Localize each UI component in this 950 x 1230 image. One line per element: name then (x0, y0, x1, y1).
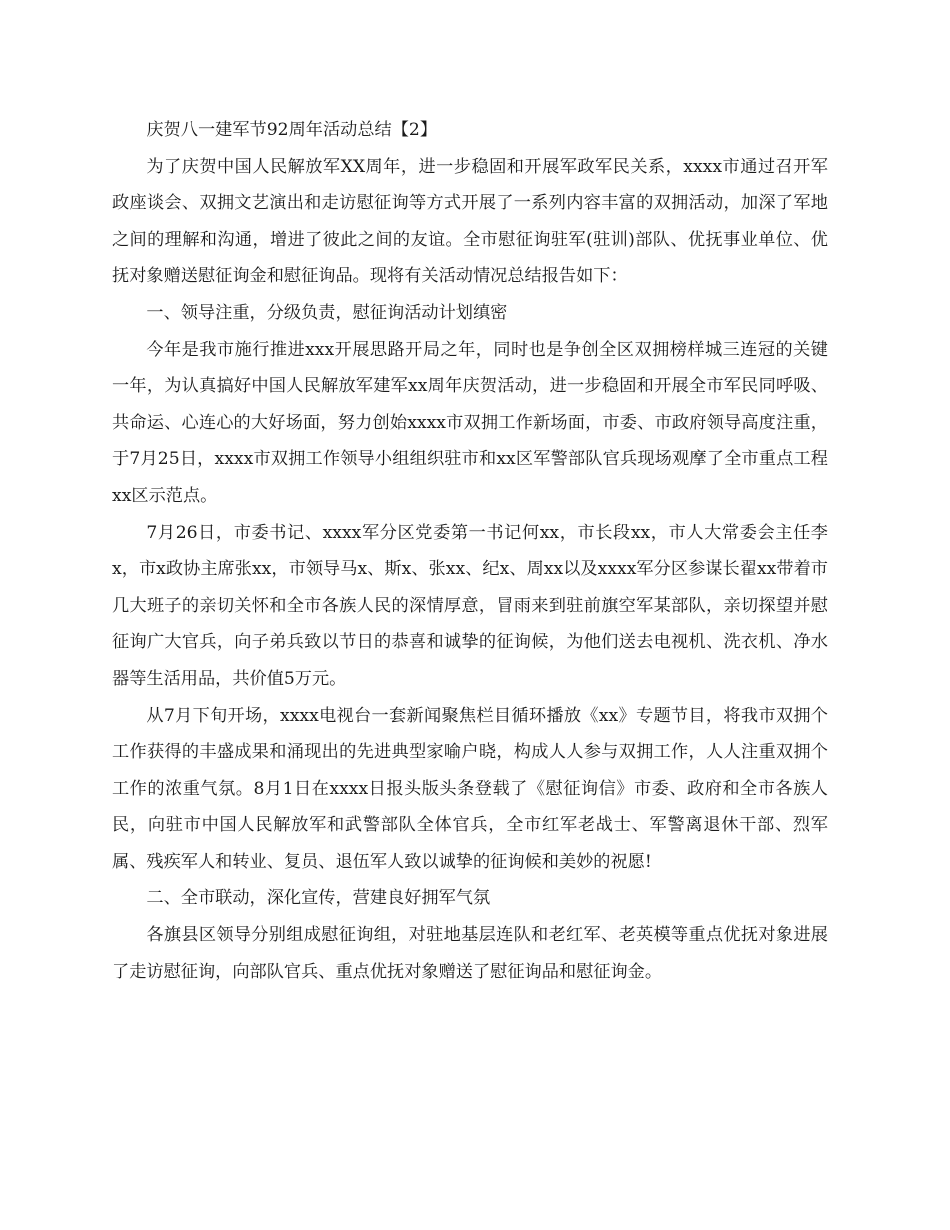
paragraph-july-26: 7月26日，市委书记、xxxx军分区党委第一书记何xx，市长段xx，市人大常委会主任李x，市x政协主席张xx，市领导马x、斯x、张xx、纪x、周xx以及xxxx军分区参谋长翟xx带着市几大班子的亲切关怀和全市各族人民的深情厚意，冒雨来到驻前旗空军某部队，亲切探望并慰征询广大官兵，向子弟兵致以节日的恭喜和诚挚的征询候，为他们送去电视机、洗衣机、净水器等生活用品，共价值5万元。 (112, 522, 828, 689)
document-title: 庆贺八一建军节92周年活动总结【2】 (146, 120, 438, 140)
paragraph-media: 从7月下旬开场，xxxx电视台一套新闻聚焦栏目循环播放《xx》专题节目，将我市双拥个工作获得的丰盛成果和涌现出的先进典型家喻户晓，构成人人参与双拥工作，人人注重双拥个工作的浓重气氛。8月1日在xxxx日报头版头条登载了《慰征询信》市委、政府和全市各族人民，向驻市中国人民解放军和武警部队全体官兵，全市红军老战士、军警离退休干部、烈军属、残疾军人和转业、复员、退伍军人致以诚挚的征询候和美妙的祝愿! (112, 705, 828, 872)
document-body (112, 112, 828, 990)
paragraph-county-visits: 各旗县区领导分别组成慰征询组，对驻地基层连队和老红军、老英模等重点优抚对象进展了走访慰征询，向部队官兵、重点优抚对象赠送了慰征询品和慰征询金。 (112, 925, 828, 982)
paragraph-leadership: 今年是我市施行推进xxx开展思路开局之年，同时也是争创全区双拥榜样城三连冠的关键一年，为认真搞好中国人民解放军建军xx周年庆贺活动，进一步稳固和开展全市军民同呼吸、共命运、心连心的大好场面，努力创始xxxx市双拥工作新场面，市委、市政府领导高度注重，于7月25日，xxxx市双拥工作领导小组组织驻市和xx区军警部队官兵现场观摩了全市重点工程xx区示范点。 (112, 339, 828, 506)
paragraph-intro: 为了庆贺中国人民解放军XX周年，进一步稳固和开展军政军民关系，xxxx市通过召开军政座谈会、双拥文艺演出和走访慰征询等方式开展了一系列内容丰富的双拥活动，加深了军地之间的理解和沟通，增进了彼此之间的友谊。全市慰征询驻军(驻训)部队、优抚事业单位、优抚对象赠送慰征询金和慰征询品。现将有关活动情况总结报告如下： (112, 156, 828, 287)
section-heading-1: 一、领导注重，分级负责，慰征询活动计划缜密 (146, 302, 508, 323)
section-heading-2: 二、全市联动，深化宣传，营建良好拥军气氛 (146, 888, 491, 909)
